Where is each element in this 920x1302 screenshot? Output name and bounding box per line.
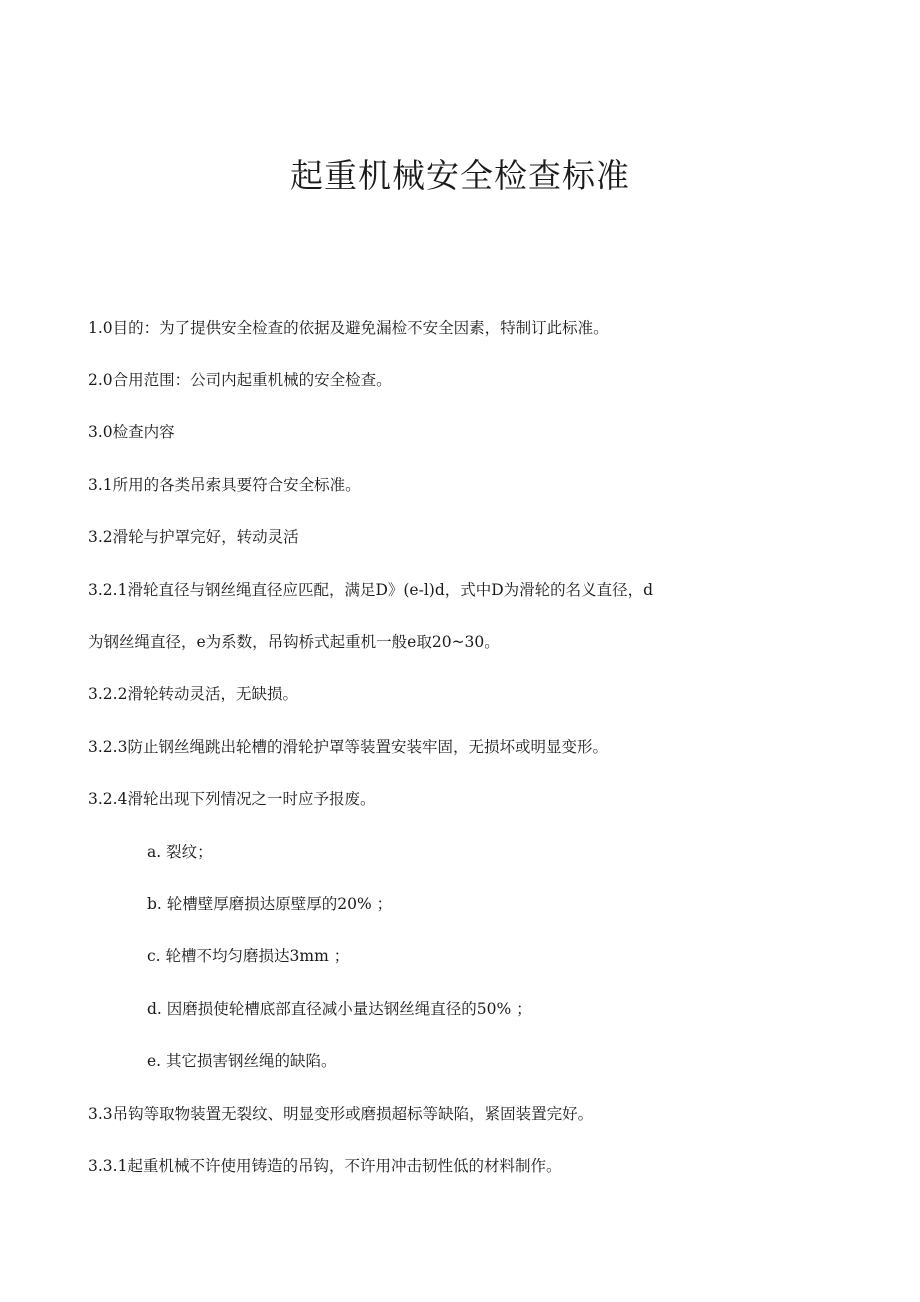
section-2-0-scope: 2.0合用范围：公司内起重机械的安全检查。 [88,371,392,389]
list-item-b: b. 轮槽壁厚磨损达原壁厚的20% ； [147,895,393,913]
list-item-c: c. 轮槽不均匀磨损达3mm ； [147,947,350,965]
section-1-0-purpose: 1.0目的：为了提供安全检查的依据及避免漏检不安全因素，特制订此标准。 [88,319,609,337]
section-3-1: 3.1所用的各类吊索具要符合安全标准。 [88,476,361,494]
document-title: 起重机械安全检查标准 [290,156,630,195]
section-3-2-1-line-1: 3.2.1滑轮直径与钢丝绳直径应匹配，满足D》(e-l)d，式中D为滑轮的名义直径，d [88,581,654,599]
list-item-d: d. 因磨损使轮槽底部直径减小量达钢丝绳直径的50% ； [147,1000,532,1018]
section-3-2: 3.2滑轮与护罩完好，转动灵活 [88,528,299,546]
section-3-2-1-line-2: 为钢丝绳直径，e为系数，吊钩桥式起重机一般e取20~30。 [88,633,500,651]
section-3-2-3: 3.2.3防止钢丝绳跳出轮槽的滑轮护罩等装置安装牢固，无损坏或明显变形。 [88,738,608,756]
section-3-3: 3.3吊钩等取物装置无裂纹、明显变形或磨损超标等缺陷，紧固装置完好。 [88,1105,594,1123]
section-3-2-2: 3.2.2滑轮转动灵活，无缺损。 [88,685,298,703]
list-item-a: a. 裂纹； [147,843,213,861]
section-3-0-heading: 3.0检查内容 [88,423,175,441]
section-3-2-4: 3.2.4滑轮出现下列情况之一时应予报废。 [88,790,376,808]
section-3-3-1: 3.3.1起重机械不许使用铸造的吊钩，不许用冲击韧性低的材料制作。 [88,1157,562,1175]
list-item-e: e. 其它损害钢丝绳的缺陷。 [147,1052,337,1070]
